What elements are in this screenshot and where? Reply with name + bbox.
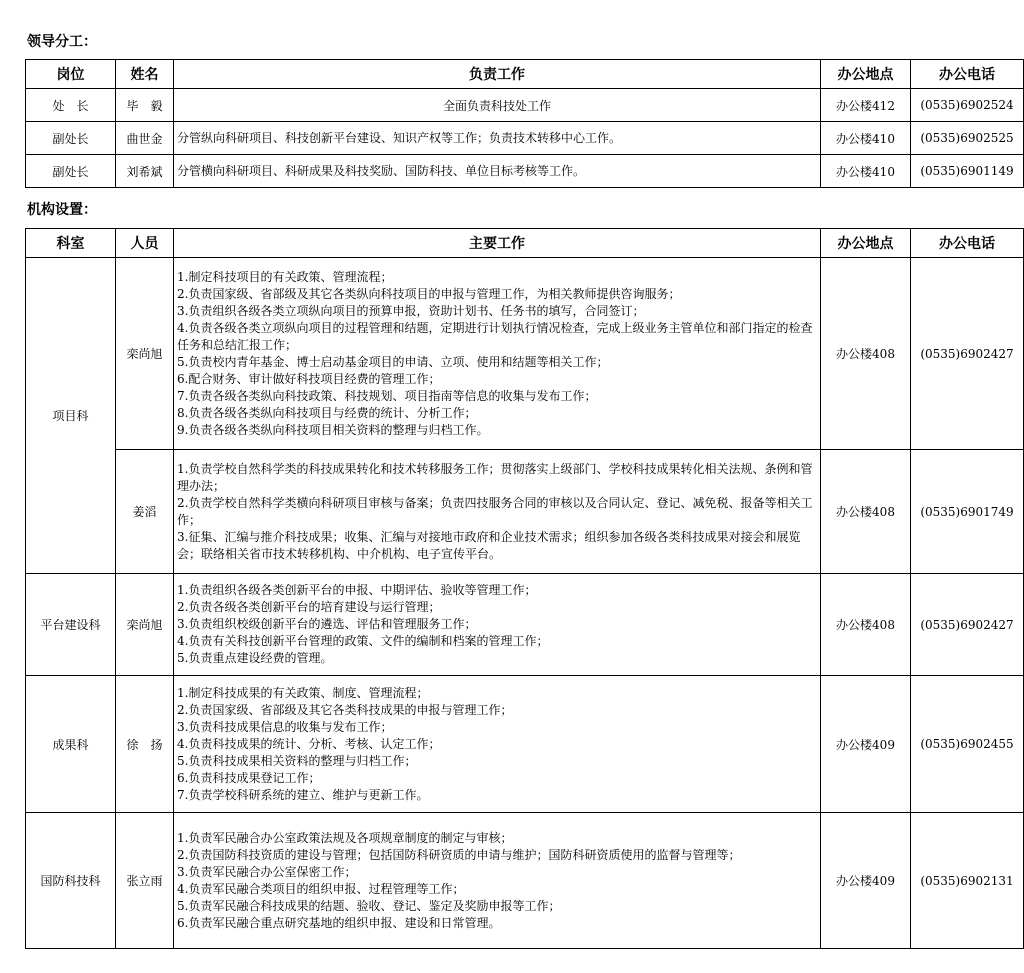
header-tasks: 主要工作 [174,229,821,258]
leader-name: 毕 毅 [116,89,174,122]
leaders-table [25,59,1024,188]
staff-phone: (0535)6902131 [911,813,1024,949]
dept-name: 项目科 [26,258,116,574]
task-item: 6.负责军民融合重点研究基地的组织申报、建设和日常管理。 [177,915,501,930]
table-row [26,676,1024,813]
org-header-row [26,229,1024,258]
task-item: 1.负责军民融合办公室政策法规及各项规章制度的制定与审核； [177,830,513,845]
task-item: 6.配合财务、审计做好科技项目经费的管理工作； [177,371,441,386]
task-item: 1.负责组织各级各类创新平台的申报、中期评估、验收等管理工作； [177,583,537,597]
table-row [26,574,1024,676]
header-name: 姓名 [116,60,174,89]
leader-position: 副处长 [26,155,116,188]
staff-name: 徐 扬 [116,676,174,813]
header-staff: 人员 [116,229,174,258]
leader-position: 副处长 [26,122,116,155]
leader-phone: (0535)6901149 [911,155,1024,188]
staff-office: 办公楼408 [821,450,911,574]
leader-office: 办公楼412 [821,89,911,122]
table-row [26,258,1024,450]
task-list [174,574,821,676]
task-item: 1.制定科技成果的有关政策、制度、管理流程； [177,685,429,700]
table-row [26,155,1024,188]
staff-name: 姜滔 [116,450,174,574]
task-item: 1.负责学校自然科学类的科技成果转化和技术转移服务工作；贯彻落实上级部门、学校科技成果转化相关法规、条例和管理办法； [177,461,813,493]
task-list [174,450,821,574]
leader-phone: (0535)6902524 [911,89,1024,122]
task-item: 3.负责军民融合办公室保密工作； [177,864,357,879]
task-item: 9.负责各级各类纵向科技项目相关资料的整理与归档工作。 [177,422,489,437]
task-item: 5.负责重点建设经费的管理。 [177,651,333,665]
task-item: 3.征集、汇编与推介科技成果；收集、汇编与对接地市政府和企业技术需求；组织参加各级各类科技成果对接会和展览会；联络相关省市技术转移机构、中介机构、电子宣传平台。 [177,529,801,561]
leader-work: 分管横向科研项目、科研成果及科技奖励、国防科技、单位目标考核等工作。 [174,155,821,188]
task-item: 3.负责科技成果信息的收集与发布工作； [177,719,393,734]
leader-position: 处 长 [26,89,116,122]
header-phone: 办公电话 [911,229,1024,258]
org-section-title: 机构设置： [27,202,97,218]
table-row [26,450,1024,574]
header-position: 岗位 [26,60,116,89]
staff-office: 办公楼409 [821,813,911,949]
task-item: 3.负责组织校级创新平台的遴选、评估和管理服务工作； [177,617,477,631]
task-item: 7.负责学校科研系统的建立、维护与更新工作。 [177,787,429,802]
dept-name: 国防科技科 [26,813,116,949]
task-item: 3.负责组织各级各类立项纵向项目的预算申报，资助计划书、任务书的填写，合同签订； [177,303,645,318]
staff-phone: (0535)6902455 [911,676,1024,813]
org-table [25,228,1024,949]
task-item: 8.负责各级各类纵向科技项目与经费的统计、分析工作； [177,405,477,420]
header-phone: 办公电话 [911,60,1024,89]
task-item: 7.负责各级各类纵向科技政策、科技规划、项目指南等信息的收集与发布工作； [177,388,597,403]
task-item: 4.负责科技成果的统计、分析、考核、认定工作； [177,736,441,751]
task-list [174,676,821,813]
task-item: 5.负责校内青年基金、博士启动基金项目的申请、立项、使用和结题等相关工作； [177,354,609,369]
table-row [26,813,1024,949]
task-item: 2.负责学校自然科学类横向科研项目审核与备案；负责四技服务合同的审核以及合同认定、登记、减免税、报备等相关工作； [177,495,813,527]
task-item: 4.负责军民融合类项目的组织申报、过程管理等工作； [177,881,465,896]
table-row [26,89,1024,122]
leaders-section-title: 领导分工： [27,34,97,50]
dept-name: 成果科 [26,676,116,813]
task-item: 6.负责科技成果登记工作； [177,770,321,785]
leader-phone: (0535)6902525 [911,122,1024,155]
leader-office: 办公楼410 [821,122,911,155]
header-office: 办公地点 [821,229,911,258]
leader-name: 曲世金 [116,122,174,155]
staff-phone: (0535)6902427 [911,258,1024,450]
task-item: 1.制定科技项目的有关政策、管理流程； [177,269,393,284]
leader-name: 刘希斌 [116,155,174,188]
task-item: 2.负责各级各类创新平台的培育建设与运行管理； [177,600,441,614]
staff-office: 办公楼408 [821,574,911,676]
task-item: 2.负责国家级、省部级及其它各类科技成果的申报与管理工作； [177,702,513,717]
staff-office: 办公楼408 [821,258,911,450]
header-dept: 科室 [26,229,116,258]
leader-work: 分管纵向科研项目、科技创新平台建设、知识产权等工作；负责技术转移中心工作。 [174,122,821,155]
task-item: 4.负责各级各类立项纵向项目的过程管理和结题，定期进行计划执行情况检查，完成上级业务主管单位和部门指定的检查任务和总结汇报工作； [177,320,813,352]
task-item: 5.负责军民融合科技成果的结题、验收、登记、鉴定及奖励申报等工作； [177,898,561,913]
task-item: 5.负责科技成果相关资料的整理与归档工作； [177,753,417,768]
staff-name: 张立雨 [116,813,174,949]
task-item: 4.负责有关科技创新平台管理的政策、文件的编制和档案的管理工作； [177,634,549,648]
staff-office: 办公楼409 [821,676,911,813]
staff-phone: (0535)6902427 [911,574,1024,676]
staff-name: 栾尚旭 [116,258,174,450]
leaders-header-row [26,60,1024,89]
task-item: 2.负责国家级、省部级及其它各类纵向科技项目的申报与管理工作，为相关教师提供咨询服务； [177,286,681,301]
task-list [174,813,821,949]
staff-phone: (0535)6901749 [911,450,1024,574]
leader-work: 全面负责科技处工作 [174,89,821,122]
header-office: 办公地点 [821,60,911,89]
staff-name: 栾尚旭 [116,574,174,676]
table-row [26,122,1024,155]
leader-office: 办公楼410 [821,155,911,188]
dept-name: 平台建设科 [26,574,116,676]
task-item: 2.负责国防科技资质的建设与管理；包括国防科研资质的申请与维护；国防科研资质使用的监督与管理等； [177,847,741,862]
task-list [174,258,821,450]
header-work: 负责工作 [174,60,821,89]
